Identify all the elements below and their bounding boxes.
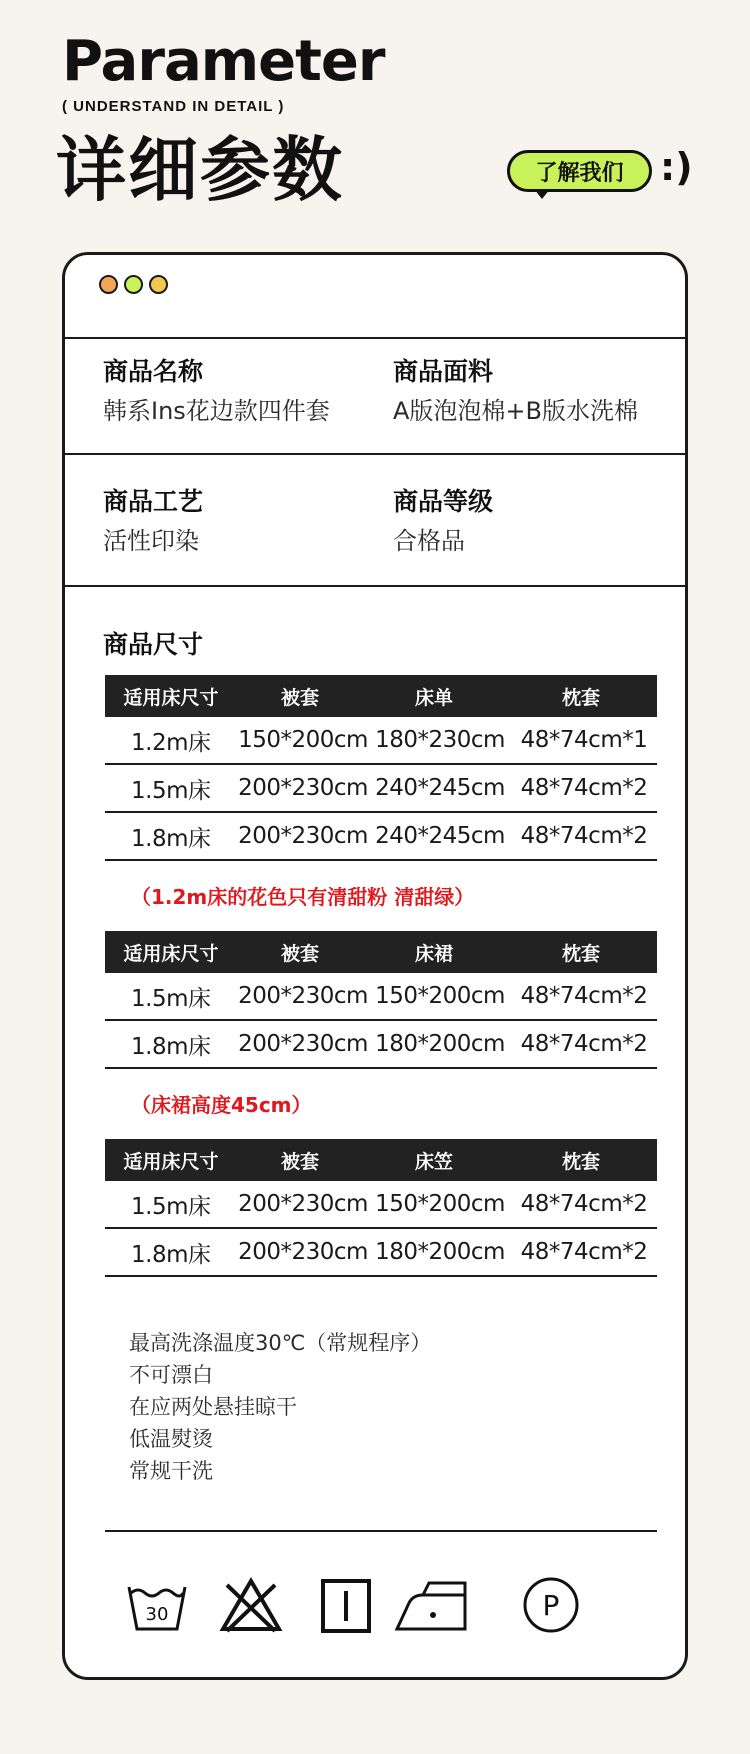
divider: [65, 585, 685, 587]
parameter-card: [62, 252, 688, 1680]
page-title-cn: 详细参数: [56, 129, 344, 211]
wash-temp-label: 30: [145, 1604, 169, 1625]
header-cell: 适用床尺寸: [123, 686, 219, 709]
size-table-skirt: [105, 931, 657, 1069]
care-line: 在应两处悬挂晾干: [129, 1395, 297, 1419]
table-cell: 48*74cm*2: [520, 775, 648, 801]
table-cell: 200*230cm: [238, 775, 368, 801]
table-cell: 1.5m床: [131, 985, 211, 1012]
header-cell: 床单: [414, 686, 453, 709]
table-cell: 200*230cm: [238, 823, 368, 849]
dry-clean-p-icon: [519, 1573, 583, 1637]
header-cell: 枕套: [561, 1150, 600, 1173]
table-cell: 48*74cm*2: [520, 1239, 648, 1265]
smiley-emoticon: :): [660, 145, 693, 189]
info-name-label: 商品名称: [103, 357, 204, 386]
header-cell: 床裙: [414, 942, 453, 965]
table-cell: 200*230cm: [238, 983, 368, 1009]
header-cell: 床笠: [414, 1150, 453, 1173]
table-cell: 1.2m床: [131, 729, 211, 756]
header-cell: 枕套: [561, 686, 600, 709]
window-dot-yellow: [149, 275, 168, 294]
table-cell: 180*200cm: [375, 1031, 505, 1057]
table-row: [105, 813, 657, 861]
table-row: [105, 973, 657, 1021]
table-cell: 1.8m床: [131, 1033, 211, 1060]
header-cell: 适用床尺寸: [123, 1150, 219, 1173]
table-cell: 1.8m床: [131, 1241, 211, 1268]
header-cell: 被套: [280, 686, 319, 709]
size-table-sheet: [105, 675, 657, 861]
about-us-label: 了解我们: [535, 160, 624, 186]
table-note: （床裙高度45cm）: [131, 1093, 312, 1117]
about-us-badge: [507, 150, 652, 192]
size-table-fitted: [105, 1139, 657, 1277]
window-dot-green: [124, 275, 143, 294]
table-cell: 180*230cm: [375, 727, 505, 753]
size-section-title: 商品尺寸: [103, 630, 204, 659]
table-cell: 240*245cm: [375, 823, 505, 849]
speech-bubble-tail: [534, 189, 550, 199]
table-cell: 200*230cm: [238, 1239, 368, 1265]
table-header: [105, 675, 657, 717]
table-cell: 1.8m床: [131, 825, 211, 852]
wash-30-icon: [125, 1573, 189, 1637]
table-cell: 180*200cm: [375, 1239, 505, 1265]
low-iron-icon: [393, 1573, 473, 1637]
info-fabric-label: 商品面料: [393, 357, 494, 386]
divider: [65, 453, 685, 455]
header-cell: 适用床尺寸: [123, 942, 219, 965]
divider: [65, 337, 685, 339]
divider: [105, 1530, 657, 1532]
table-cell: 48*74cm*2: [520, 823, 648, 849]
care-instructions: [129, 1327, 431, 1487]
header-cell: 被套: [280, 1150, 319, 1173]
info-grade-label: 商品等级: [393, 487, 494, 516]
page-title: Parameter: [62, 29, 385, 94]
page-subtitle: ( UNDERSTAND IN DETAIL ): [62, 98, 285, 115]
window-dot-orange: [99, 275, 118, 294]
info-craft-value: 活性印染: [103, 527, 199, 555]
info-grade-value: 合格品: [393, 527, 465, 555]
table-cell: 48*74cm*1: [520, 727, 648, 753]
table-cell: 150*200cm: [238, 727, 368, 753]
table-row: [105, 765, 657, 813]
table-cell: 150*200cm: [375, 1191, 505, 1217]
table-cell: 150*200cm: [375, 983, 505, 1009]
header-cell: 被套: [280, 942, 319, 965]
table-cell: 48*74cm*2: [520, 983, 648, 1009]
dry-clean-letter: P: [542, 1589, 560, 1622]
table-cell: 240*245cm: [375, 775, 505, 801]
table-cell: 48*74cm*2: [520, 1031, 648, 1057]
table-cell: 1.5m床: [131, 777, 211, 804]
header-cell: 枕套: [561, 942, 600, 965]
info-name: [103, 355, 330, 429]
info-craft-label: 商品工艺: [103, 487, 204, 516]
table-row: [105, 717, 657, 765]
no-bleach-icon: [219, 1573, 283, 1637]
table-note: （1.2m床的花色只有清甜粉 清甜绿）: [131, 885, 475, 909]
info-grade: [393, 485, 493, 559]
table-cell: 48*74cm*2: [520, 1191, 648, 1217]
care-line: 最高洗涤温度30℃（常规程序）: [129, 1331, 432, 1355]
care-line: 不可漂白: [129, 1363, 213, 1387]
table-cell: 1.5m床: [131, 1193, 211, 1220]
table-header: [105, 1139, 657, 1181]
table-row: [105, 1229, 657, 1277]
info-fabric: [393, 355, 638, 429]
care-line: 常规干洗: [129, 1459, 213, 1483]
table-cell: 200*230cm: [238, 1031, 368, 1057]
info-fabric-value: A版泡泡棉+B版水洗棉: [393, 397, 638, 425]
care-icons: [125, 1573, 645, 1643]
info-craft: [103, 485, 203, 559]
care-line: 低温熨烫: [129, 1427, 213, 1451]
window-dots: [99, 275, 168, 294]
table-row: [105, 1021, 657, 1069]
hang-dry-icon: [315, 1573, 379, 1637]
table-header: [105, 931, 657, 973]
table-cell: 200*230cm: [238, 1191, 368, 1217]
info-name-value: 韩系Ins花边款四件套: [103, 397, 330, 425]
table-row: [105, 1181, 657, 1229]
